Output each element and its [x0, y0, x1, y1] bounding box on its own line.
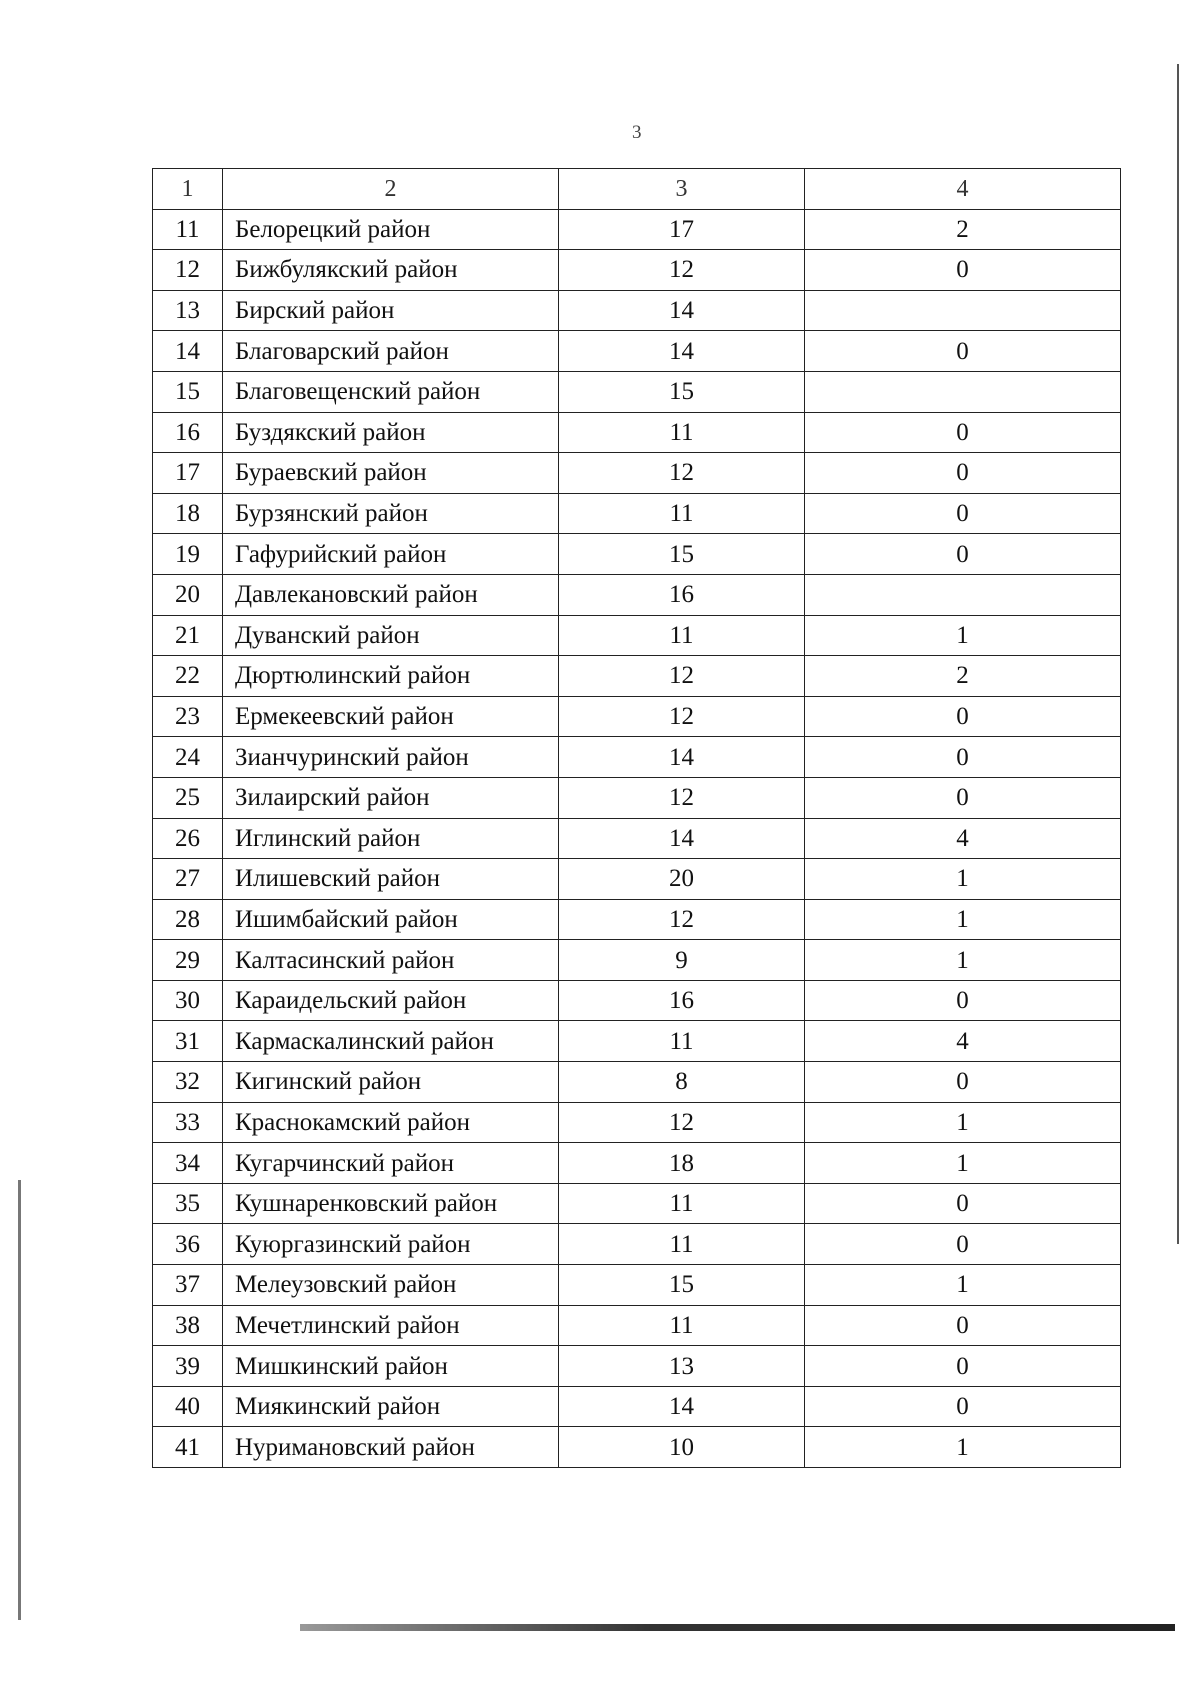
- column-3-value-cell: 16: [559, 980, 805, 1021]
- districts-table-container: [152, 168, 1120, 1468]
- table-row: [153, 1265, 1121, 1306]
- column-3-value-cell: 14: [559, 737, 805, 778]
- column-4-value-cell: 0: [805, 1346, 1121, 1387]
- table-row: [153, 940, 1121, 981]
- table-row: [153, 209, 1121, 250]
- table-row: [153, 412, 1121, 453]
- column-4-value-cell: 0: [805, 1062, 1121, 1103]
- table-row: [153, 859, 1121, 900]
- column-3-value-cell: 10: [559, 1427, 805, 1468]
- column-4-value-cell: 2: [805, 656, 1121, 697]
- column-number-3: 3: [559, 169, 805, 210]
- column-3-value-cell: 12: [559, 777, 805, 818]
- column-3-value-cell: 14: [559, 331, 805, 372]
- district-name-cell: Мечетлинский район: [223, 1305, 559, 1346]
- district-name-cell: Куюргазинский район: [223, 1224, 559, 1265]
- district-name-cell: Дюртюлинский район: [223, 656, 559, 697]
- row-index-cell: 15: [153, 371, 223, 412]
- row-index-cell: 12: [153, 250, 223, 291]
- table-row: [153, 1427, 1121, 1468]
- row-index-cell: 16: [153, 412, 223, 453]
- column-4-value-cell: 0: [805, 412, 1121, 453]
- row-index-cell: 31: [153, 1021, 223, 1062]
- table-row: [153, 1224, 1121, 1265]
- district-name-cell: Мишкинский район: [223, 1346, 559, 1387]
- row-index-cell: 32: [153, 1062, 223, 1103]
- table-row: [153, 696, 1121, 737]
- column-3-value-cell: 16: [559, 574, 805, 615]
- row-index-cell: 23: [153, 696, 223, 737]
- row-index-cell: 17: [153, 453, 223, 494]
- district-name-cell: Дуванский район: [223, 615, 559, 656]
- table-row: [153, 1062, 1121, 1103]
- column-4-value-cell: 1: [805, 1102, 1121, 1143]
- district-name-cell: Иглинский район: [223, 818, 559, 859]
- table-row: [153, 656, 1121, 697]
- table-row: [153, 1021, 1121, 1062]
- column-4-value-cell: 4: [805, 818, 1121, 859]
- column-3-value-cell: 11: [559, 412, 805, 453]
- row-index-cell: 25: [153, 777, 223, 818]
- district-name-cell: Давлекановский район: [223, 574, 559, 615]
- row-index-cell: 29: [153, 940, 223, 981]
- column-4-value-cell: 0: [805, 331, 1121, 372]
- table-row: [153, 615, 1121, 656]
- row-index-cell: 13: [153, 290, 223, 331]
- column-4-value-cell: 0: [805, 453, 1121, 494]
- column-4-value-cell: 1: [805, 615, 1121, 656]
- column-3-value-cell: 12: [559, 656, 805, 697]
- column-4-value-cell: 0: [805, 777, 1121, 818]
- column-number-row: [153, 169, 1121, 210]
- bottom-scan-rule: [300, 1624, 1175, 1631]
- column-number-4: 4: [805, 169, 1121, 210]
- column-4-value-cell: 0: [805, 1386, 1121, 1427]
- row-index-cell: 34: [153, 1143, 223, 1184]
- row-index-cell: 20: [153, 574, 223, 615]
- district-name-cell: Мелеузовский район: [223, 1265, 559, 1306]
- row-index-cell: 30: [153, 980, 223, 1021]
- district-name-cell: Краснокамский район: [223, 1102, 559, 1143]
- table-row: [153, 980, 1121, 1021]
- table-row: [153, 1183, 1121, 1224]
- table-row: [153, 371, 1121, 412]
- row-index-cell: 22: [153, 656, 223, 697]
- district-name-cell: Кигинский район: [223, 1062, 559, 1103]
- district-name-cell: Илишевский район: [223, 859, 559, 900]
- district-name-cell: Бураевский район: [223, 453, 559, 494]
- table-row: [153, 290, 1121, 331]
- column-4-value-cell: 0: [805, 1224, 1121, 1265]
- row-index-cell: 11: [153, 209, 223, 250]
- column-3-value-cell: 8: [559, 1062, 805, 1103]
- row-index-cell: 28: [153, 899, 223, 940]
- column-3-value-cell: 15: [559, 1265, 805, 1306]
- column-3-value-cell: 20: [559, 859, 805, 900]
- column-4-value-cell: [805, 290, 1121, 331]
- scan-edge-mark: [18, 1180, 21, 1620]
- scan-edge-line: [1177, 64, 1179, 1244]
- district-name-cell: Ишимбайский район: [223, 899, 559, 940]
- district-name-cell: Зилаирский район: [223, 777, 559, 818]
- column-number-1: 1: [153, 169, 223, 210]
- district-name-cell: Благовещенский район: [223, 371, 559, 412]
- column-3-value-cell: 12: [559, 453, 805, 494]
- table-row: [153, 574, 1121, 615]
- district-name-cell: Караидельский район: [223, 980, 559, 1021]
- row-index-cell: 36: [153, 1224, 223, 1265]
- table-row: [153, 777, 1121, 818]
- table-row: [153, 818, 1121, 859]
- district-name-cell: Миякинский район: [223, 1386, 559, 1427]
- column-3-value-cell: 11: [559, 1021, 805, 1062]
- table-row: [153, 737, 1121, 778]
- column-4-value-cell: 0: [805, 250, 1121, 291]
- column-4-value-cell: 1: [805, 1427, 1121, 1468]
- column-3-value-cell: 11: [559, 1183, 805, 1224]
- page-number: 3: [632, 122, 642, 143]
- row-index-cell: 35: [153, 1183, 223, 1224]
- row-index-cell: 39: [153, 1346, 223, 1387]
- districts-table: [152, 168, 1121, 1468]
- column-3-value-cell: 13: [559, 1346, 805, 1387]
- column-4-value-cell: 0: [805, 737, 1121, 778]
- column-3-value-cell: 12: [559, 1102, 805, 1143]
- district-name-cell: Благоварский район: [223, 331, 559, 372]
- column-3-value-cell: 14: [559, 818, 805, 859]
- column-4-value-cell: 0: [805, 696, 1121, 737]
- row-index-cell: 21: [153, 615, 223, 656]
- column-4-value-cell: 1: [805, 1265, 1121, 1306]
- table-row: [153, 1305, 1121, 1346]
- column-3-value-cell: 11: [559, 615, 805, 656]
- column-3-value-cell: 11: [559, 1305, 805, 1346]
- table-row: [153, 1143, 1121, 1184]
- column-3-value-cell: 12: [559, 696, 805, 737]
- district-name-cell: Ермекеевский район: [223, 696, 559, 737]
- table-row: [153, 453, 1121, 494]
- table-row: [153, 899, 1121, 940]
- column-4-value-cell: [805, 371, 1121, 412]
- district-name-cell: Кугарчинский район: [223, 1143, 559, 1184]
- column-3-value-cell: 15: [559, 371, 805, 412]
- district-name-cell: Нуримановский район: [223, 1427, 559, 1468]
- column-3-value-cell: 14: [559, 290, 805, 331]
- district-name-cell: Бирский район: [223, 290, 559, 331]
- row-index-cell: 33: [153, 1102, 223, 1143]
- column-4-value-cell: 1: [805, 859, 1121, 900]
- table-row: [153, 1386, 1121, 1427]
- district-name-cell: Зианчуринский район: [223, 737, 559, 778]
- district-name-cell: Кармаскалинский район: [223, 1021, 559, 1062]
- table-row: [153, 250, 1121, 291]
- district-name-cell: Кушнаренковский район: [223, 1183, 559, 1224]
- district-name-cell: Гафурийский район: [223, 534, 559, 575]
- column-3-value-cell: 14: [559, 1386, 805, 1427]
- column-4-value-cell: 4: [805, 1021, 1121, 1062]
- row-index-cell: 40: [153, 1386, 223, 1427]
- column-4-value-cell: 2: [805, 209, 1121, 250]
- column-4-value-cell: 1: [805, 1143, 1121, 1184]
- column-3-value-cell: 11: [559, 1224, 805, 1265]
- row-index-cell: 27: [153, 859, 223, 900]
- row-index-cell: 37: [153, 1265, 223, 1306]
- column-4-value-cell: 1: [805, 940, 1121, 981]
- table-row: [153, 1346, 1121, 1387]
- table-row: [153, 534, 1121, 575]
- district-name-cell: Калтасинский район: [223, 940, 559, 981]
- table-body: [153, 169, 1121, 1468]
- district-name-cell: Бурзянский район: [223, 493, 559, 534]
- row-index-cell: 26: [153, 818, 223, 859]
- column-3-value-cell: 11: [559, 493, 805, 534]
- column-3-value-cell: 15: [559, 534, 805, 575]
- row-index-cell: 18: [153, 493, 223, 534]
- district-name-cell: Буздякский район: [223, 412, 559, 453]
- column-4-value-cell: [805, 574, 1121, 615]
- column-3-value-cell: 18: [559, 1143, 805, 1184]
- column-4-value-cell: 0: [805, 534, 1121, 575]
- column-4-value-cell: 1: [805, 899, 1121, 940]
- row-index-cell: 19: [153, 534, 223, 575]
- column-4-value-cell: 0: [805, 1305, 1121, 1346]
- district-name-cell: Бижбулякский район: [223, 250, 559, 291]
- column-3-value-cell: 9: [559, 940, 805, 981]
- district-name-cell: Белорецкий район: [223, 209, 559, 250]
- column-4-value-cell: 0: [805, 1183, 1121, 1224]
- column-4-value-cell: 0: [805, 980, 1121, 1021]
- column-3-value-cell: 12: [559, 899, 805, 940]
- row-index-cell: 24: [153, 737, 223, 778]
- table-row: [153, 493, 1121, 534]
- row-index-cell: 41: [153, 1427, 223, 1468]
- row-index-cell: 38: [153, 1305, 223, 1346]
- column-3-value-cell: 17: [559, 209, 805, 250]
- column-3-value-cell: 12: [559, 250, 805, 291]
- column-4-value-cell: 0: [805, 493, 1121, 534]
- row-index-cell: 14: [153, 331, 223, 372]
- table-row: [153, 331, 1121, 372]
- table-row: [153, 1102, 1121, 1143]
- column-number-2: 2: [223, 169, 559, 210]
